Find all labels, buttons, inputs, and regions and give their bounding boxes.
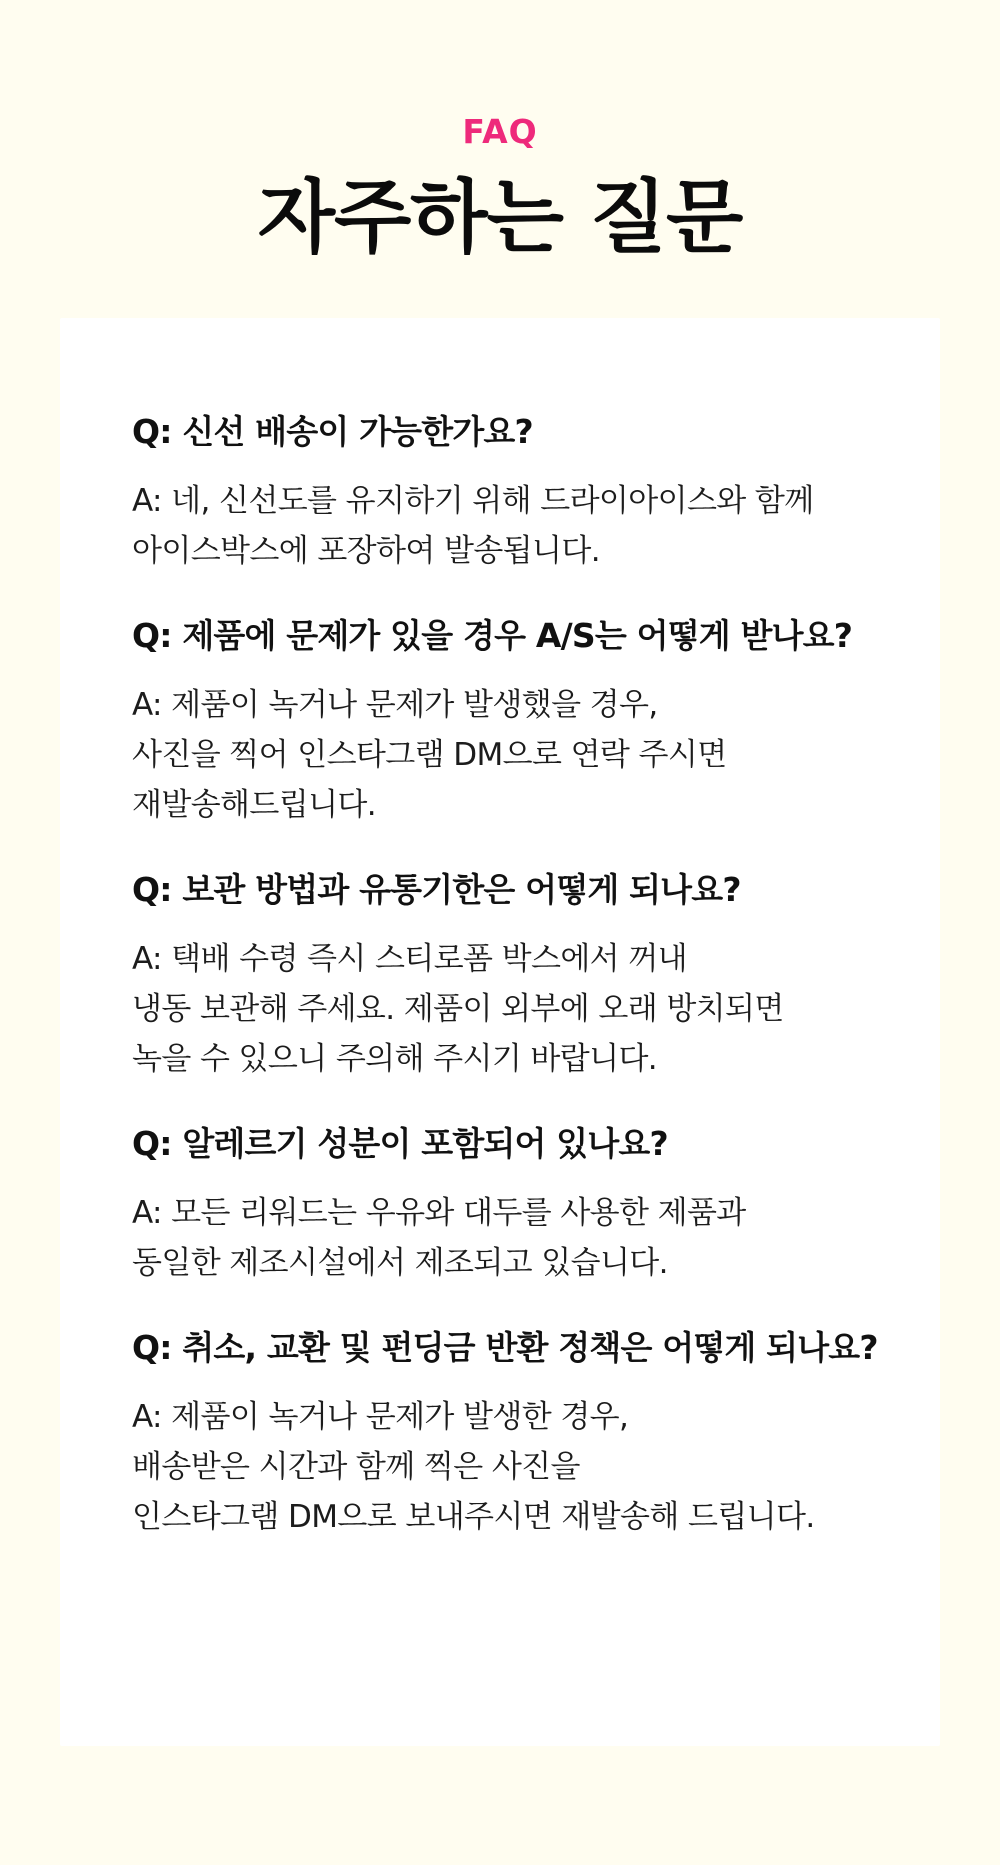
faq-answer-line: 배송받은 시간과 함께 찍은 사진을 (132, 1449, 580, 1485)
faq-question: Q: 취소, 교환 및 펀딩금 반환 정책은 어떻게 되나요? (132, 1328, 878, 1367)
faq-answer-line: 사진을 찍어 인스타그램 DM으로 연락 주시면 (132, 737, 727, 773)
faq-question: Q: 제품에 문제가 있을 경우 A/S는 어떻게 받나요? (132, 616, 853, 655)
faq-answer (132, 1188, 932, 1288)
faq-answer-line: 재발송해드립니다. (132, 787, 377, 823)
faq-list (132, 410, 932, 1580)
faq-answer-line: 아이스박스에 포장하여 발송됩니다. (132, 533, 600, 569)
faq-item-as (132, 614, 932, 830)
faq-eyebrow: FAQ (462, 112, 538, 151)
faq-answer-line: A: 제품이 녹거나 문제가 발생했을 경우, (132, 687, 658, 723)
faq-answer-line: A: 모든 리워드는 우유와 대두를 사용한 제품과 (132, 1195, 746, 1231)
faq-answer-line: 인스타그램 DM으로 보내주시면 재발송해 드립니다. (132, 1499, 815, 1535)
faq-answer-line: 녹을 수 있으니 주의해 주시기 바랍니다. (132, 1041, 658, 1077)
faq-answer (132, 476, 932, 576)
faq-answer-line: A: 네, 신선도를 유지하기 위해 드라이아이스와 함께 (132, 483, 814, 519)
page-title: 자주하는 질문 (257, 171, 743, 264)
faq-question: Q: 알레르기 성분이 포함되어 있나요? (132, 1124, 668, 1163)
faq-answer-line: A: 택배 수령 즉시 스티로폼 박스에서 꺼내 (132, 941, 687, 977)
faq-question: Q: 신선 배송이 가능한가요? (132, 412, 533, 451)
faq-answer (132, 680, 932, 830)
faq-item-refund (132, 1326, 932, 1542)
faq-answer (132, 934, 932, 1084)
faq-answer (132, 1392, 932, 1542)
faq-answer-line: 냉동 보관해 주세요. 제품이 외부에 오래 방치되면 (132, 991, 784, 1027)
faq-item-shipping (132, 410, 932, 576)
faq-answer-line: 동일한 제조시설에서 제조되고 있습니다. (132, 1245, 668, 1281)
faq-card (60, 318, 940, 1746)
faq-question: Q: 보관 방법과 유통기한은 어떻게 되나요? (132, 870, 741, 909)
faq-item-storage (132, 868, 932, 1084)
faq-answer-line: A: 제품이 녹거나 문제가 발생한 경우, (132, 1399, 629, 1435)
faq-item-allergy (132, 1122, 932, 1288)
